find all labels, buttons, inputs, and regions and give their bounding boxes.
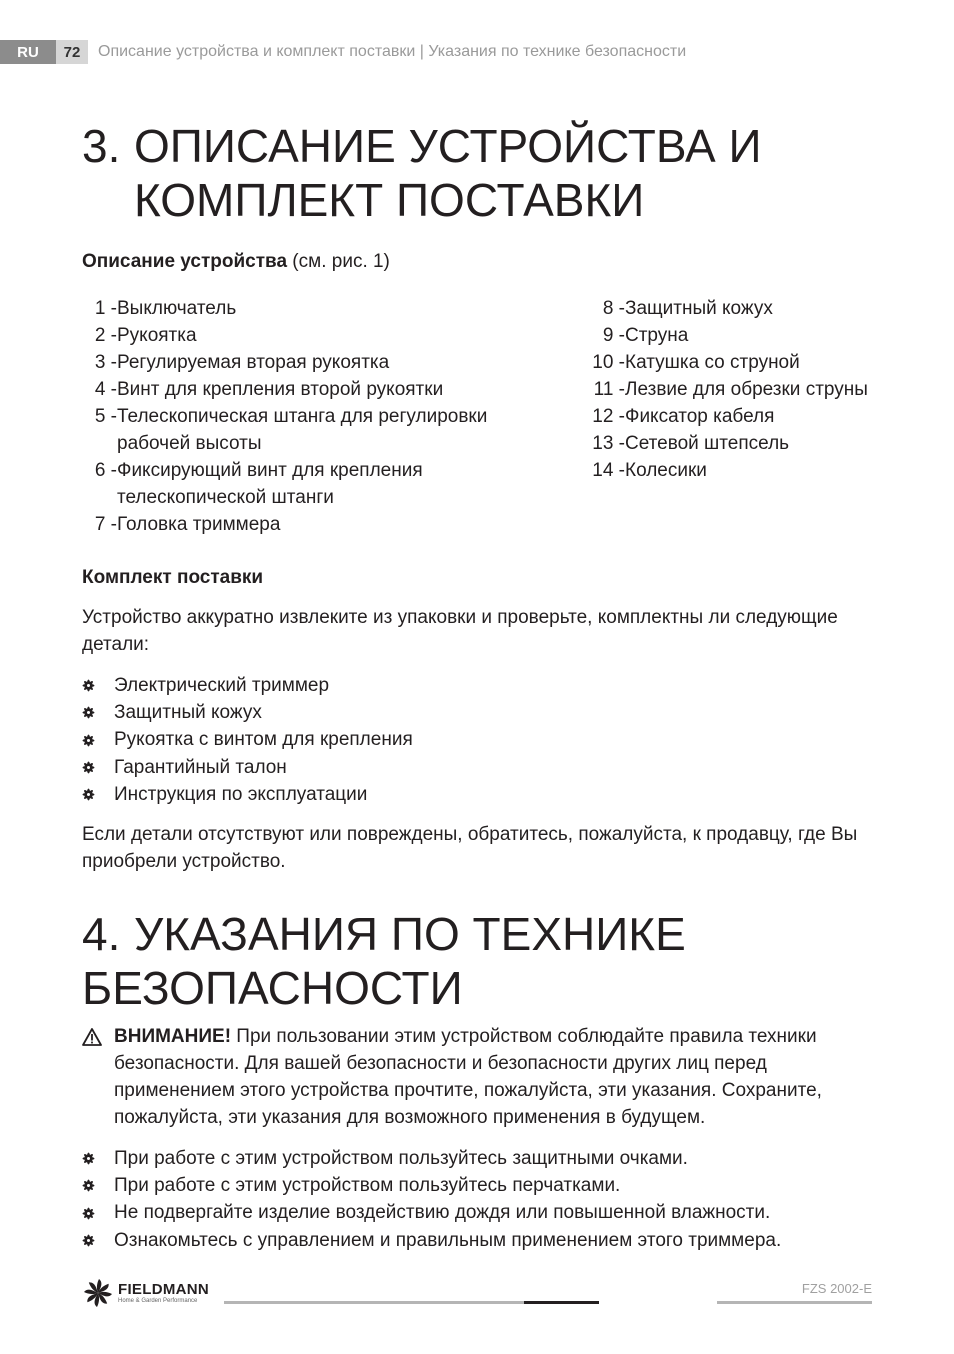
section3-title-line2: КОМПЛЕКТ ПОСТАВКИ [134,174,645,226]
list-item [82,726,882,753]
part-item [82,376,552,403]
device-description-heading [82,251,390,273]
flower-bullet-icon [82,1179,114,1192]
section4-number: 4. [82,908,121,960]
kit-heading: Комплект поставки [82,567,264,588]
part-item [82,295,552,322]
flower-bullet-icon [82,1234,114,1247]
part-item [587,322,887,349]
part-item [82,430,552,457]
list-item-text: Рукоятка с винтом для крепления [114,729,413,751]
part-label: Струна [625,325,689,346]
section3-number: 3. [82,120,121,172]
list-item [82,1145,882,1172]
part-item [82,511,552,538]
part-item [587,403,887,430]
part-number: 2 - [94,325,117,346]
part-label: Защитный кожух [625,298,773,319]
part-number: 6 - [94,460,117,481]
flower-bullet-icon [82,679,114,692]
brand-name: FIELDMANN [118,1280,210,1298]
safety-rules-list [82,1145,882,1254]
brand-tagline: Home & Garden Performance [118,1297,198,1304]
part-number: 7 - [94,514,117,535]
section4-title [82,907,686,1015]
part-item [82,349,552,376]
list-item [82,1199,882,1226]
parts-list-right [587,295,887,484]
kit-note-text: Если детали отсутствуют или повреждены, обратитесь, пожалуйста, к продавцу, где Вы приобрели устройство. [82,824,858,872]
kit-intro-text: Устройство аккуратно извлеките из упаковки и проверьте, комплектны ли следующие детали: [82,607,838,655]
part-label: Регулируемая вторая рукоятка [117,352,390,373]
section4-title-line1: УКАЗАНИЯ ПО ТЕХНИКЕ [134,908,686,960]
part-label: Телескопическая штанга для регулировки [117,406,488,427]
figure-reference: (см. рис. 1) [287,251,390,272]
footer-rule-left [224,1301,524,1304]
page-number: 72 [56,40,88,64]
list-item [82,781,882,808]
part-label: Лезвие для обрезки струны [625,379,868,400]
list-item-text: Не подвергайте изделие воздействию дождя или повышенной влажности. [114,1202,771,1224]
part-item [587,349,887,376]
part-label: Винт для крепления второй рукоятки [117,379,444,400]
flower-bullet-icon [82,761,114,774]
warning-label: ВНИМАНИЕ! [114,1026,232,1047]
part-number: 13 - [592,433,625,454]
list-item-text: Гарантийный талон [114,756,287,778]
part-label: рабочей высоты [117,433,262,454]
part-label: телескопической штанги [117,487,334,508]
part-item [587,295,887,322]
flower-bullet-icon [82,706,114,719]
section4-title-line2: БЕЗОПАСНОСТИ [82,962,463,1014]
device-description-label: Описание устройства [82,251,288,272]
list-item-text: Защитный кожух [114,702,262,724]
fieldmann-fan-logo-icon [82,1278,114,1308]
part-label: Сетевой штепсель [625,433,790,454]
part-number [82,484,117,511]
part-item [587,430,887,457]
part-number: 11 - [593,379,625,400]
part-number [82,430,117,457]
safety-warning [82,1023,872,1131]
part-number: 3 - [94,352,117,373]
part-item [82,484,552,511]
list-item-text: При работе с этим устройством пользуйтесь защитными очками. [114,1148,688,1169]
list-item [82,699,882,726]
part-number: 14 - [592,460,625,481]
part-number: 9 - [602,325,625,346]
part-number: 4 - [94,379,117,400]
section3-title-line1: ОПИСАНИЕ УСТРОЙСТВА И [134,120,762,172]
footer-rule-gap [599,1301,617,1304]
list-item [82,754,882,781]
part-number: 1 - [94,298,117,319]
parts-list-left [82,295,552,538]
part-label: Фиксатор кабеля [625,406,775,427]
part-item [82,403,552,430]
part-label: Головка триммера [117,514,281,535]
part-label: Рукоятка [117,325,197,346]
running-header-title: Описание устройства и комплект поставки | Указания по технике безопасности [98,43,687,60]
model-number: FZS 2002-E [801,1281,872,1296]
part-item [587,376,887,403]
flower-bullet-icon [82,1152,114,1165]
language-badge: RU [0,40,56,64]
footer-logo [82,1278,209,1308]
warning-triangle-icon [82,1023,114,1131]
page-header [0,40,686,64]
warning-text: При пользовании этим устройством соблюдайте правила техники безопасности. Для вашей безопасности и безопасности других лиц перед применением этого устройства прочтите, пожалуйста, эти указания. Сохраните, пожалуйста, эти указания для возможного применения в будущем. [114,1026,822,1128]
section3-title [82,119,762,227]
list-item [82,1227,882,1254]
part-number: 8 - [602,298,625,319]
part-label: Колесики [625,460,707,481]
part-label: Выключатель [117,298,237,319]
part-item [587,457,887,484]
flower-bullet-icon [82,734,114,747]
footer-rule-accent [524,1301,599,1304]
part-label: Катушка со струной [625,352,800,373]
list-item-text: При работе с этим устройством пользуйтесь перчатками. [114,1175,621,1197]
kit-items-list [82,672,882,808]
list-item-text: Ознакомьтесь с управлением и правильным применением этого триммера. [114,1229,782,1251]
flower-bullet-icon [82,788,114,801]
part-label: Фиксирующий винт для крепления [117,460,423,481]
list-item-text: Электрический триммер [114,675,330,696]
flower-bullet-icon [82,1207,114,1220]
list-item [82,672,882,699]
list-item [82,1172,882,1199]
part-number: 10 - [592,352,625,373]
footer-rule-right [717,1301,872,1304]
part-number: 12 - [592,406,625,427]
part-number: 5 - [94,406,117,427]
part-item [82,322,552,349]
list-item-text: Инструкция по эксплуатации [114,783,368,805]
part-item [82,457,552,484]
